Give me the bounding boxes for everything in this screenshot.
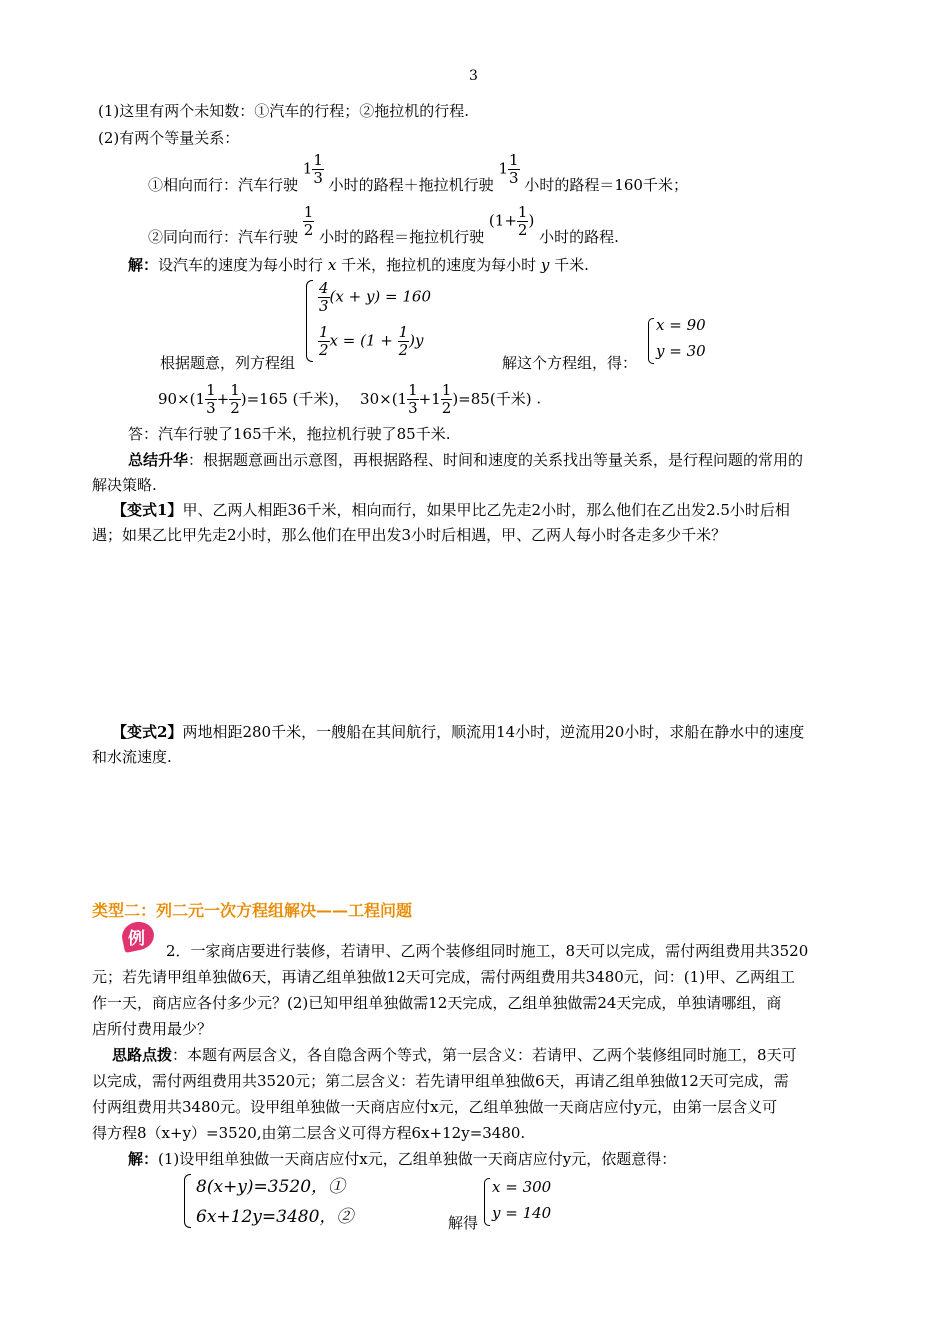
variant-2-label: 【变式2】 [112,723,183,741]
solve-intro: 解这个方程组，得： [502,354,638,372]
solution-brace [648,318,654,364]
equation-1: $\frac{4}{3}$ (x + y) = 160 [319,279,432,315]
system-2-brace [184,1174,191,1228]
variant-1-label: 【变式1】 [112,501,183,519]
relation-1-text-b: 小时的路程＋拖拉机行驶 [328,176,494,194]
solution-2-label: 解： [128,1150,159,1168]
relation-1-text-c: 小时的路程＝160千米； [524,176,688,194]
fraction-half: $\frac{1}{2}$ [303,203,314,239]
example-2-line-3: 作一天，商店应各付多少元？(2)已知甲组单独做需12天完成，乙组单独做需24天完成，单独请哪组，商 [92,994,782,1012]
example-2-line-1: 2．一家商店要进行装修，若请甲、乙两个装修组同时施工，8天可以完成，需付两组费用共3520 [166,942,809,960]
analysis-point-1: (1)这里有两个未知数：①汽车的行程；②拖拉机的行程. [98,102,470,120]
solution-set-text-3: 千米. [554,256,589,274]
variant-1-line-2: 遇；如果乙比甲先走2小时，那么他们在甲出发3小时后相遇，甲、乙两人每小时各走多少千米？ [92,526,727,544]
solution-y: y = 30 [656,342,706,360]
relation-2-text-b: 小时的路程＝拖拉机行驶 [319,228,485,246]
calc-2: 30×(1 $\frac{1}{3}$ +1 $\frac{1}{2}$ )=85(千米) [360,381,532,417]
hint-line-4: 得方程8（x+y）=3520,由第二层含义可得方程6x+12y=3480. [92,1124,526,1142]
calc-line: 90×(1 $\frac{1}{3}$ + $\frac{1}{2}$ )=165 (千米)， 30×(1 $\frac{1}{3}$ +1 $\frac{1}{2}$ )=85(千米) . [158,381,542,417]
variant-2-line-1 [112,721,804,743]
variant-2-text-1: 两地相距280千米，一艘船在其间航行，顺流用14小时，逆流用20小时，求船在静水中的速度 [182,723,805,741]
solution-2-brace [484,1178,490,1226]
relation-2 [148,203,619,246]
var-x: x [327,256,337,274]
hint-text-1: ：本题有两层含义，各自隐含两个等式，第一层含义：若请甲、乙两个装修组同时施工，8天可 [172,1046,797,1064]
summary-line-1 [128,449,803,471]
variant-1-line-1 [112,499,790,521]
system-2-eq-1: 8(x+y)=3520，① [196,1177,346,1197]
solution-system-2 [484,1176,564,1228]
solution-2-line [128,1148,676,1170]
solution-2-x: x = 300 [492,1178,552,1196]
relation-1-text-a: ①相向而行：汽车行驶 [148,176,299,194]
equation-system-2 [184,1170,384,1232]
summary-line-2: 解决策略. [92,476,157,494]
equation-2: $\frac{1}{2}$ x = (1 + $\frac{1}{2}$ )y [319,323,424,359]
solution-2-y: y = 140 [492,1204,552,1222]
hint-label: 思路点拨 [112,1046,173,1064]
summary-label: 总结升华 [128,451,189,469]
expression-one-plus-half: (1+ $\frac{1}{2}$ ) [488,203,535,239]
equation-system-1 [306,276,436,366]
example-2-line-2: 元；若先请甲组单独做6天，再请乙组单独做12天可完成，需付两组费用共3480元，问：(1)甲、乙两组工 [92,968,796,986]
hint-line-3: 付两组费用共3480元。设甲组单独做一天商店应付x元，乙组单独做一天商店应付y元，由第一层含义可 [92,1098,778,1116]
summary-text-1: ：根据题意画出示意图，再根据路程、时间和速度的关系找出等量关系，是行程问题的常用的 [188,451,804,469]
system-brace [306,280,313,362]
solution-set-text-2: 千米，拖拉机的速度为每小时 [341,256,537,274]
calc-1: 90×(1 $\frac{1}{3}$ + $\frac{1}{2}$ )=165 (千米)， [158,381,350,417]
example-2-line-4: 店所付费用最少？ [92,1020,213,1038]
relation-2-text-a: ②同向而行：汽车行驶 [148,228,299,246]
solution-x: x = 90 [656,316,706,334]
equation-intro: 根据题意，列方程组 [160,354,296,372]
solution-label: 解： [128,256,159,274]
type-2-heading: 类型二：列二元一次方程组解决——工程问题 [92,901,413,920]
solution-system-1 [648,316,708,366]
mixed-fraction-1: 1 $\frac{1}{3}$ [302,151,323,187]
variant-1-text-1: 甲、乙两人相距36千米，相向而行，如果甲比乙先走2小时，那么他们在乙出发2.5小时后相 [182,501,790,519]
var-y: y [540,256,550,274]
hint-line-1 [112,1044,797,1066]
answer: 答：汽车行驶了165千米，拖拉机行驶了85千米. [128,425,451,443]
solve-label-2: 解得 [448,1214,479,1232]
analysis-point-2: (2)有两个等量关系： [98,129,240,147]
solution-set-text: 设汽车的速度为每小时行 [158,256,324,274]
solution-2-text: (1)设甲组单独做一天商店应付x元，乙组单独做一天商店应付y元，依题意得： [158,1150,677,1168]
variant-2-line-2: 和水流速度. [92,748,172,766]
example-badge [122,922,158,952]
relation-1 [148,151,688,194]
relation-2-text-c: 小时的路程. [539,228,619,246]
solution-setup [128,254,589,276]
page-number: 3 [469,68,478,84]
hint-line-2: 以完成，需付两组费用共3520元；第二层含义：若先请甲组单独做6天，再请乙组单独做12天可完成，需 [92,1072,789,1090]
mixed-fraction-2: 1 $\frac{1}{3}$ [498,151,519,187]
example-badge-label: 例 [128,929,145,949]
system-2-eq-2: 6x+12y=3480，② [196,1207,354,1227]
